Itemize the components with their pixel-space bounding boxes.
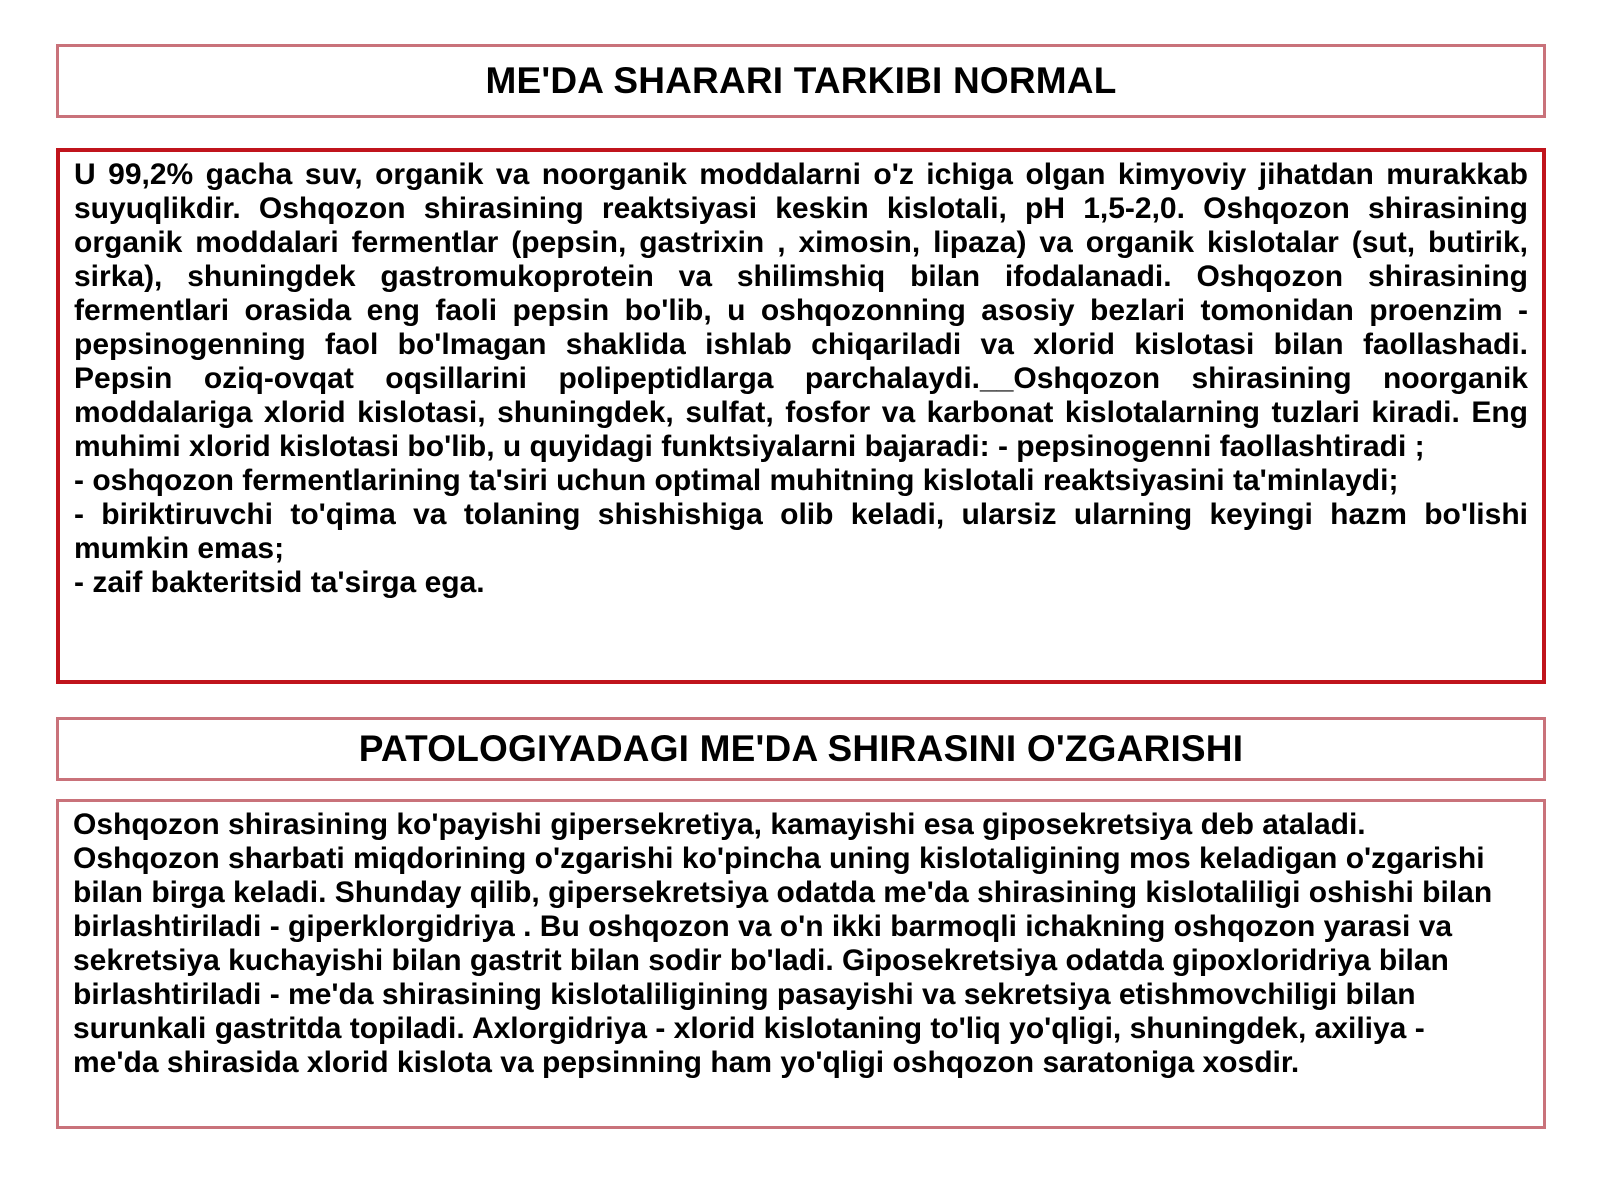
- section2-title: PATOLOGIYADAGI ME'DA SHIRASINI O'ZGARISHI: [358, 728, 1244, 769]
- section2-line: me'da shirasida xlorid kislota va pepsinning ham yo'qligi oshqozon saratoniga xosdir.: [73, 1046, 1300, 1079]
- section1-body-text: [74, 158, 1528, 600]
- section1-line: sirka), shuningdek gastromukoprotein va shilimshiq bilan ifodalanadi. Oshqozon shirasining: [74, 260, 1528, 293]
- section2-title-box: [56, 717, 1546, 781]
- section2-body-text: [73, 808, 1513, 1080]
- section1-line: muhimi xlorid kislotasi bo'lib, u quyidagi funktsiyalarni bajaradi: - pepsinogenni faollashtiradi ;: [74, 430, 1425, 463]
- section1-line: - zaif bakteritsid ta'sirga ega.: [74, 566, 485, 599]
- section2-line: bilan birga keladi. Shunday qilib, gipersekretsiya odatda me'da shirasining kislotaliligi oshishi bilan: [73, 876, 1493, 909]
- section2-line: Oshqozon sharbati miqdorining o'zgarishi ko'pincha uning kislotaligining mos keladigan o'zgarishi: [73, 842, 1485, 875]
- section1-line: - biriktiruvchi to'qima va tolaning shishishiga olib keladi, ularsiz ularning keyingi hazm bo'lishi: [74, 498, 1528, 531]
- section1-line: organik moddalari fermentlar (pepsin, gastrixin , ximosin, lipaza) va organik kislotalar (sut, butirik,: [74, 226, 1528, 259]
- section1-title: ME'DA SHARARI TARKIBI NORMAL: [485, 60, 1117, 101]
- section1-title-box: [56, 44, 1546, 118]
- section1-body-box: [56, 148, 1546, 684]
- section2-line: birlashtiriladi - giperklorgidriya . Bu oshqozon va o'n ikki barmoqli ichakning oshqozon yarasi va: [73, 910, 1453, 943]
- section1-line: suyuqlikdir. Oshqozon shirasining reaktsiyasi keskin kislotali, pH 1,5-2,0. Oshqozon shirasining: [74, 192, 1528, 225]
- section2-body-box: [56, 799, 1546, 1129]
- section1-line: mumkin emas;: [74, 532, 285, 565]
- section1-line: U 99,2% gacha suv, organik va noorganik moddalarni o'z ichiga olgan kimyoviy jihatdan murakkab: [74, 158, 1528, 191]
- section2-line: sekretsiya kuchayishi bilan gastrit bilan sodir bo'ladi. Giposekretsiya odatda gipoxloridriya bilan: [73, 944, 1449, 977]
- section2-line: surunkali gastritda topiladi. Axlorgidriya - xlorid kislotaning to'liq yo'qligi, shuningdek, axiliya -: [73, 1012, 1425, 1045]
- section2-line: Oshqozon shirasining ko'payishi gipersekretiya, kamayishi esa giposekretsiya deb ataladi.: [73, 808, 1366, 841]
- section1-line: moddalariga xlorid kislotasi, shuningdek, sulfat, fosfor va karbonat kislotalarning tuzlari kiradi. Eng: [74, 396, 1528, 429]
- section1-line: pepsinogenning faol bo'lmagan shaklida ishlab chiqariladi va xlorid kislotasi bilan faollashadi.: [74, 328, 1528, 361]
- section1-line: - oshqozon fermentlarining ta'siri uchun optimal muhitning kislotali reaktsiyasini ta'minlaydi;: [74, 464, 1399, 497]
- section1-line: Pepsin oziq-ovqat oqsillarini polipeptidlarga parchalaydi.__Oshqozon shirasining noorganik: [74, 362, 1528, 395]
- section2-line: birlashtiriladi - me'da shirasining kislotaliligining pasayishi va sekretsiya etishmovchiligi bilan: [73, 978, 1416, 1011]
- section1-line: fermentlari orasida eng faoli pepsin bo'lib, u oshqozonning asosiy bezlari tomonidan proenzim -: [74, 294, 1528, 327]
